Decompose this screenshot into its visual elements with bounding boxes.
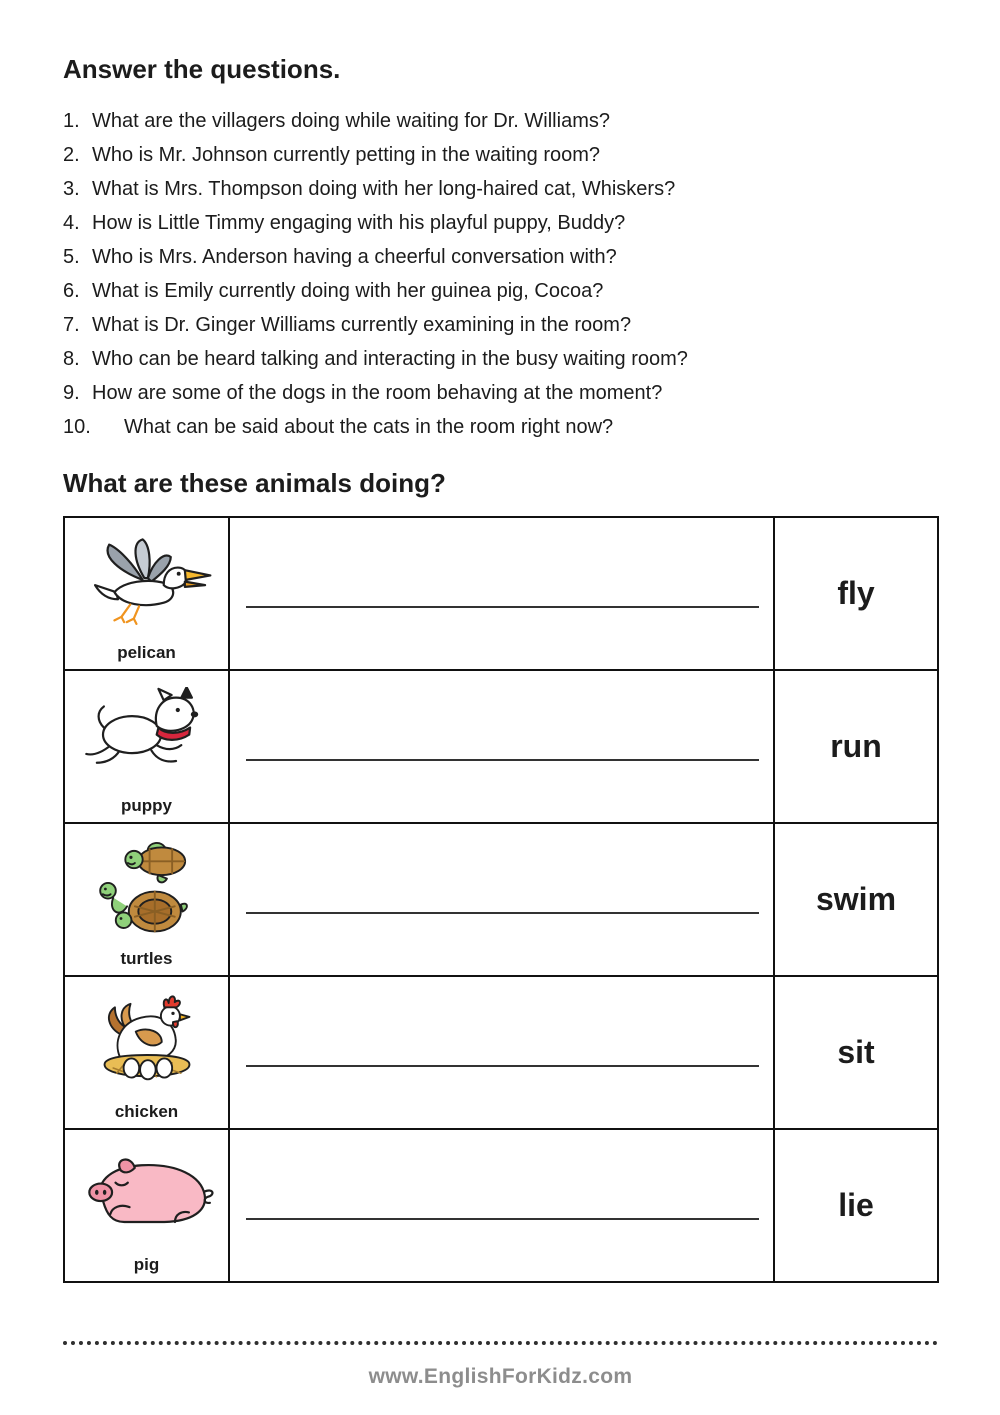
animal-label: turtles <box>120 949 173 968</box>
question-item <box>63 308 938 342</box>
animal-image-cell <box>64 670 229 823</box>
animal-image-cell <box>64 1129 229 1282</box>
footer-url: www.EnglishForKidz.com <box>368 1365 633 1388</box>
question-item <box>63 104 938 138</box>
questions-heading: Answer the questions. <box>63 54 341 84</box>
answer-blank[interactable] <box>246 759 759 761</box>
question-number: 3. <box>63 178 80 200</box>
verb-label: sit <box>837 1034 875 1070</box>
question-text: Who can be heard talking and interacting in the busy waiting room? <box>92 348 688 370</box>
answer-blank[interactable] <box>246 1065 759 1067</box>
animal-label: pig <box>133 1255 160 1274</box>
chicken-image <box>82 977 212 1102</box>
verb-label: swim <box>815 881 897 917</box>
animal-label: pelican <box>117 643 176 662</box>
question-text: What is Dr. Ginger Williams currently examining in the room? <box>92 314 632 336</box>
question-number: 1. <box>63 110 80 132</box>
verb-cell <box>774 1129 938 1282</box>
answer-blank[interactable] <box>246 606 759 608</box>
table-row <box>64 823 938 976</box>
puppy-icon <box>81 687 213 784</box>
animal-label: chicken <box>114 1102 179 1121</box>
verb-label: lie <box>838 1187 874 1223</box>
pelican-icon <box>81 534 213 631</box>
question-text: Who is Mr. Johnson currently petting in the waiting room? <box>92 144 601 166</box>
animal-image-cell <box>64 976 229 1129</box>
verb-cell <box>774 517 938 670</box>
question-number: 10. <box>63 416 91 438</box>
question-item <box>63 138 938 172</box>
verb-label: fly <box>837 575 875 611</box>
questions-list <box>63 104 938 444</box>
question-item <box>63 342 938 376</box>
question-text: What is Emily currently doing with her guinea pig, Cocoa? <box>92 280 604 302</box>
animals-heading: What are these animals doing? <box>63 468 446 498</box>
animal-image-cell <box>64 823 229 976</box>
question-item <box>63 206 938 240</box>
pig-icon <box>77 1153 217 1236</box>
answer-cell <box>229 670 774 823</box>
question-number: 8. <box>63 348 80 370</box>
verb-cell <box>774 670 938 823</box>
table-row <box>64 1129 938 1282</box>
pig-image <box>77 1130 217 1255</box>
verb-label: run <box>830 728 882 764</box>
question-item <box>63 274 938 308</box>
table-row <box>64 976 938 1129</box>
pelican-image <box>81 518 213 643</box>
question-text: Who is Mrs. Anderson having a cheerful conversation with? <box>92 246 617 268</box>
animal-image-cell <box>64 517 229 670</box>
answer-cell <box>229 1129 774 1282</box>
question-text: What are the villagers doing while waiting for Dr. Williams? <box>92 110 610 132</box>
dotted-divider <box>63 1341 938 1345</box>
question-text: What can be said about the cats in the room right now? <box>124 416 614 438</box>
verb-cell <box>774 976 938 1129</box>
answer-cell <box>229 976 774 1129</box>
question-text: How is Little Timmy engaging with his playful puppy, Buddy? <box>92 212 626 234</box>
turtles-icon <box>82 837 212 941</box>
table-row <box>64 670 938 823</box>
question-number: 9. <box>63 382 80 404</box>
animal-label: puppy <box>121 796 172 815</box>
verb-cell <box>774 823 938 976</box>
question-text: How are some of the dogs in the room behaving at the moment? <box>92 382 663 404</box>
answer-blank[interactable] <box>246 1218 759 1220</box>
question-number: 5. <box>63 246 80 268</box>
table-row <box>64 517 938 670</box>
puppy-image <box>81 671 213 796</box>
question-number: 6. <box>63 280 80 302</box>
question-item <box>63 172 938 206</box>
turtles-image <box>82 824 212 949</box>
question-text: What is Mrs. Thompson doing with her long-haired cat, Whiskers? <box>92 178 676 200</box>
question-number: 4. <box>63 212 80 234</box>
question-item <box>63 240 938 274</box>
animals-table <box>63 516 939 1283</box>
answer-blank[interactable] <box>246 912 759 914</box>
question-number: 7. <box>63 314 80 336</box>
chicken-icon <box>82 990 212 1094</box>
question-number: 2. <box>63 144 80 166</box>
question-item <box>63 376 938 410</box>
answer-cell <box>229 517 774 670</box>
answer-cell <box>229 823 774 976</box>
question-item <box>63 410 938 444</box>
